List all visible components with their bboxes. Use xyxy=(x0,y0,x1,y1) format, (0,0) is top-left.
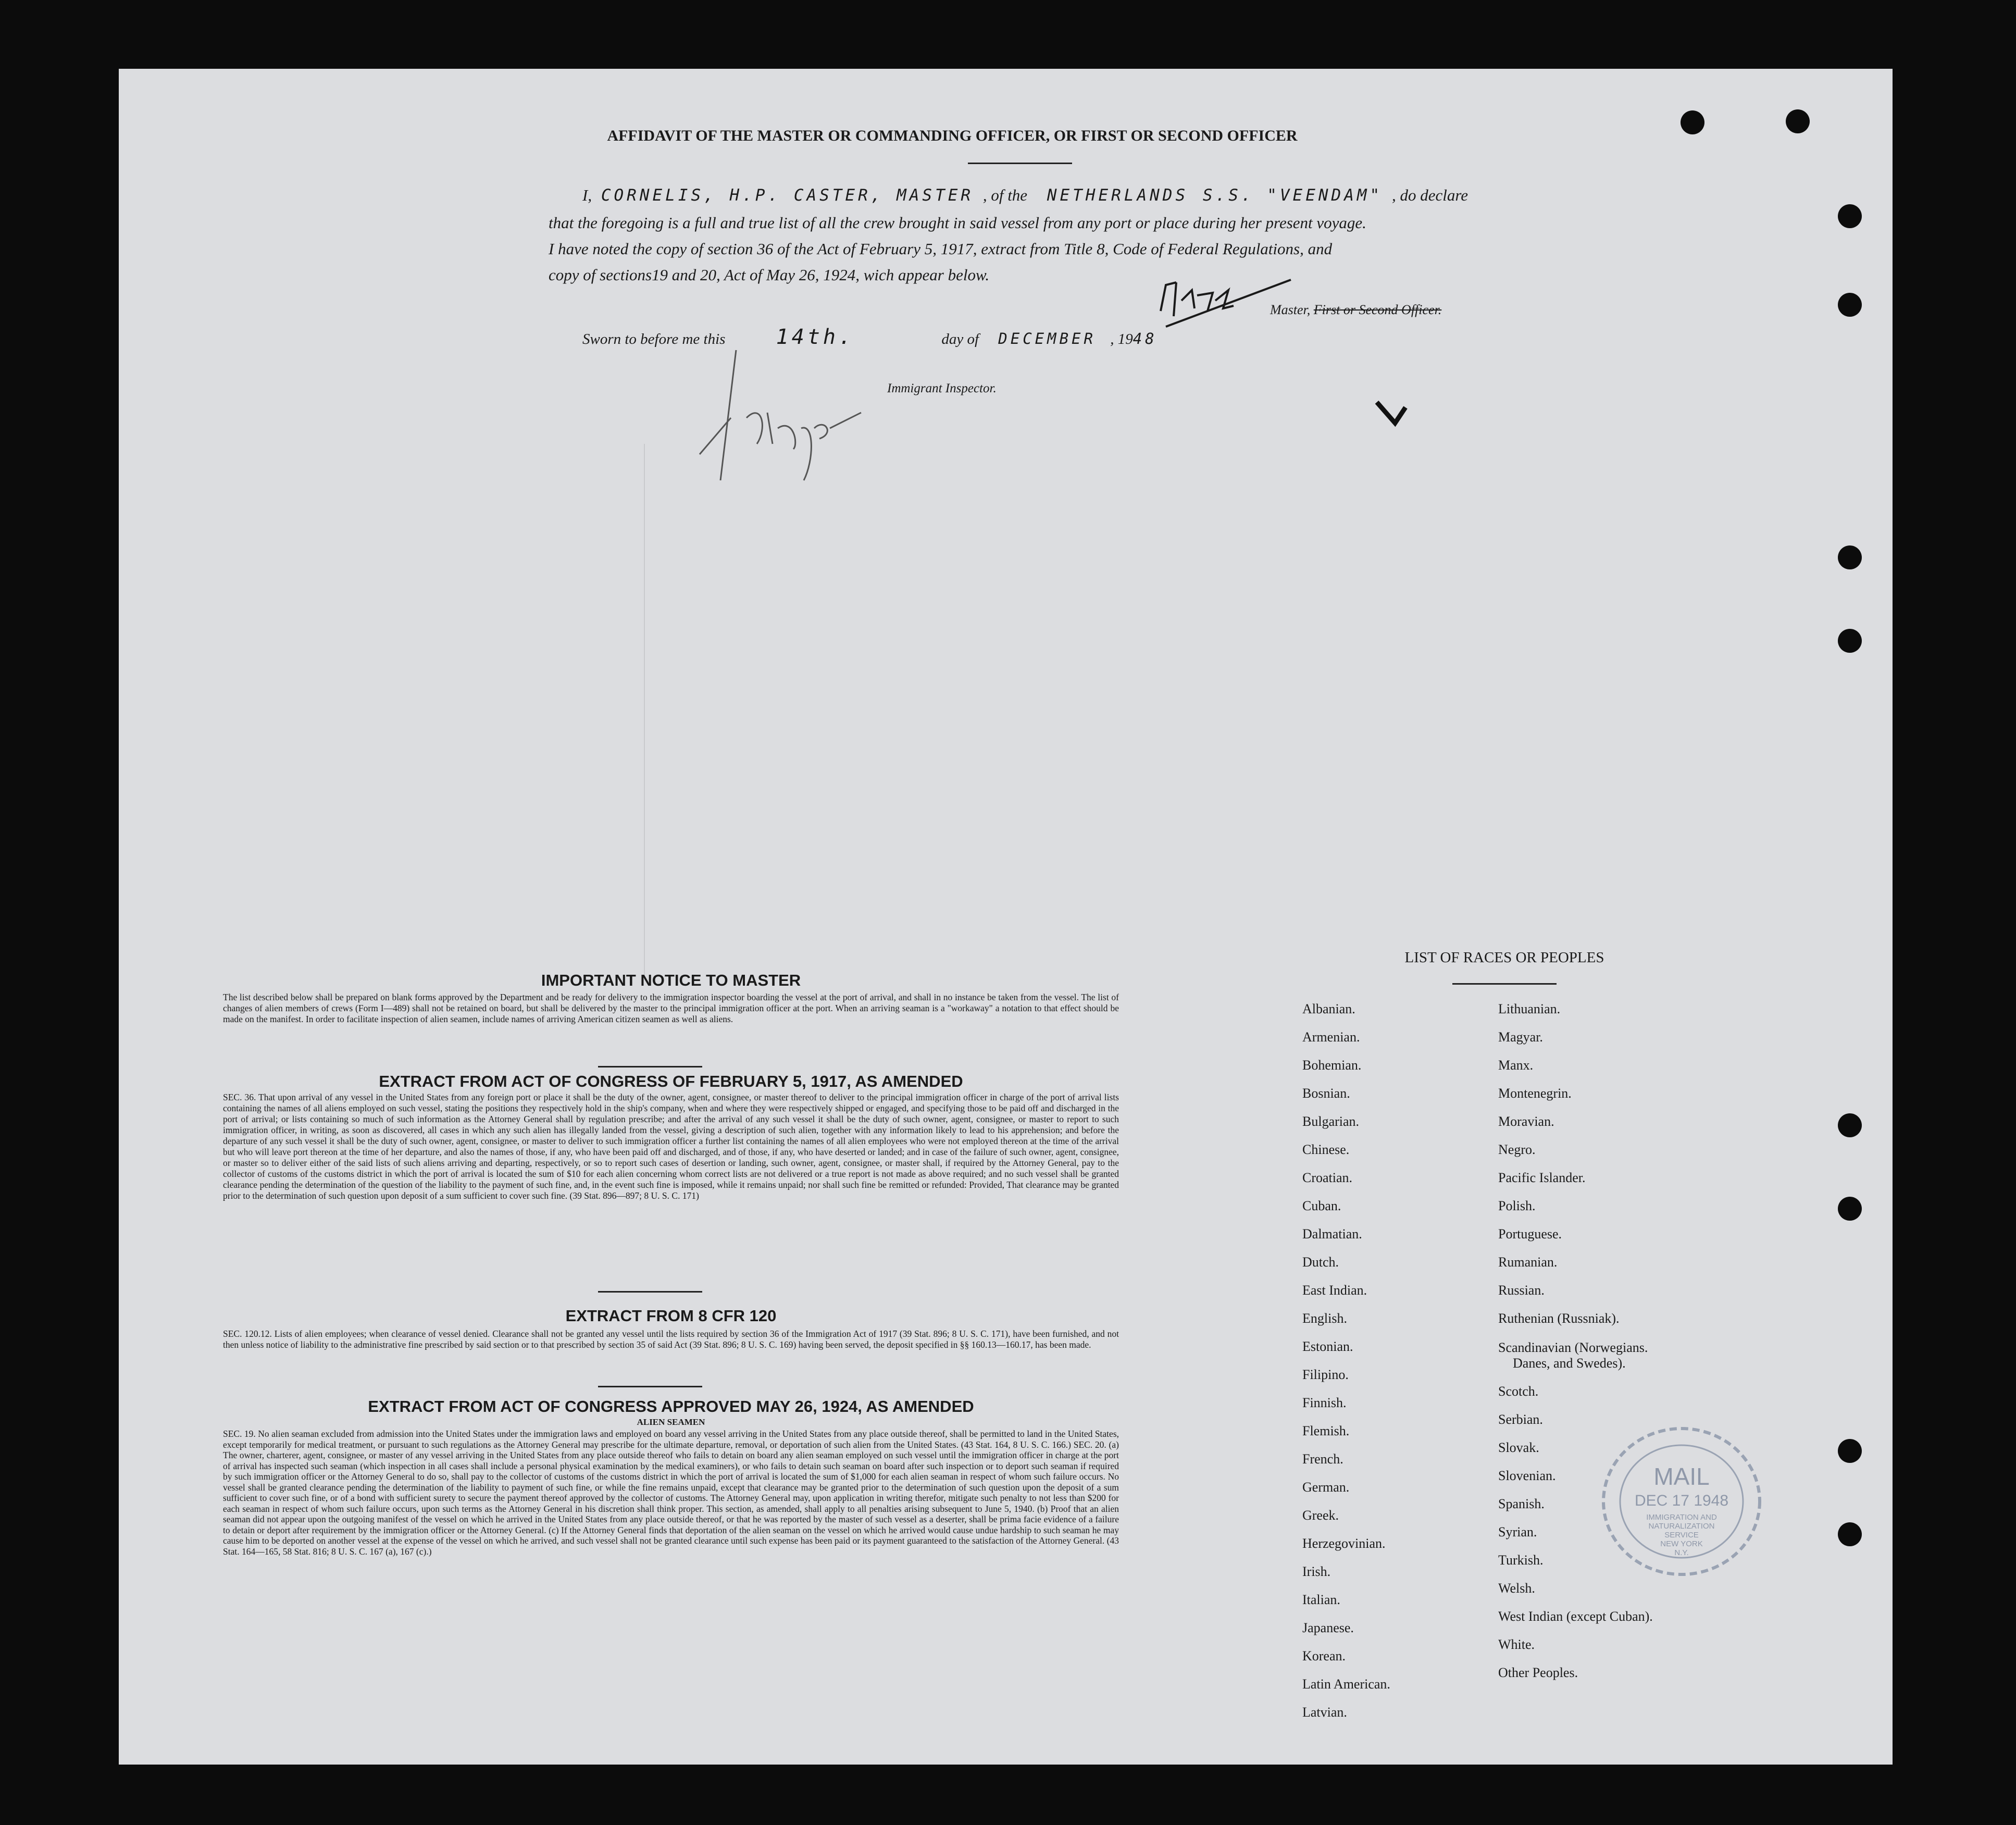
stamp-line-1: IMMIGRATION AND xyxy=(1646,1513,1717,1522)
master-name: CORNELIS, H.P. CASTER, MASTER xyxy=(601,186,974,205)
master-label: Master, xyxy=(1270,302,1311,317)
race-item: Russian. xyxy=(1498,1283,1545,1298)
race-item: Croatian. xyxy=(1302,1170,1353,1185)
race-item: English. xyxy=(1302,1311,1347,1326)
extract-cfr-title: EXTRACT FROM 8 CFR 120 xyxy=(565,1307,777,1325)
struck-officer-label: First or Second Officer. xyxy=(1313,302,1442,317)
fold-line xyxy=(644,444,645,975)
punch-hole xyxy=(1838,545,1862,569)
punch-hole xyxy=(1786,109,1810,133)
race-item: Chinese. xyxy=(1302,1142,1350,1157)
inspector-signature xyxy=(689,324,877,512)
day-of-label: day of xyxy=(941,331,979,347)
race-item: Flemish. xyxy=(1302,1423,1350,1438)
race-item: Portuguese. xyxy=(1498,1226,1562,1242)
race-item: Filipino. xyxy=(1302,1367,1349,1382)
extract-1924-subtitle: ALIEN SEAMEN xyxy=(637,1417,705,1427)
race-item: Manx. xyxy=(1498,1058,1534,1073)
notice-body: The list described below shall be prepared on blank forms approved by the Department and be ready for delivery to the immigration inspector boarding the vessel at the port of arrival, and shall in no instance be taken from the vessel. The list of changes of alien members of crews (Form I—489) shall not be retained on board, but shall be delivered by the master to the principal immigration officer at the port. When an arriving seaman is a "workaway" a notation to that effect should be made on the manifest. In order to facilitate inspection of alien seamen, include names of arriving American citizen seamen as well as aliens. xyxy=(223,992,1119,1024)
race-item: Welsh. xyxy=(1498,1581,1535,1596)
punch-hole xyxy=(1838,1522,1862,1546)
race-item: Latvian. xyxy=(1302,1705,1347,1720)
stamp-line-5: N.Y. xyxy=(1674,1548,1689,1557)
stamp-line-2: NATURALIZATION xyxy=(1648,1522,1715,1531)
punch-hole xyxy=(1838,293,1862,317)
race-item: Latin American. xyxy=(1302,1677,1390,1692)
stamp-line-3: SERVICE xyxy=(1664,1531,1699,1540)
stamp-word: MAIL xyxy=(1653,1463,1710,1490)
race-item: Negro. xyxy=(1498,1142,1536,1157)
mail-stamp xyxy=(1598,1423,1765,1580)
race-item: Montenegrin. xyxy=(1498,1086,1572,1101)
race-item: Albanian. xyxy=(1302,1001,1355,1016)
race-item: Bulgarian. xyxy=(1302,1114,1360,1129)
stamp-line-4: NEW YORK xyxy=(1660,1540,1703,1548)
race-item: Italian. xyxy=(1302,1592,1340,1607)
race-item: Pacific Islander. xyxy=(1498,1170,1586,1185)
divider xyxy=(598,1066,702,1067)
race-item: East Indian. xyxy=(1302,1283,1367,1298)
i-label: I, xyxy=(582,186,592,204)
extract-1924-body: SEC. 19. No alien seaman excluded from admission into the United States under the immigration laws and employed on board any vessel arriving in the United States from any place outside thereof, shall be permitted to land in the United States, except temporarily for medical treatment, or pursuant to such regulations as the Attorney General may prescribe for the ultimate departure, removal, or deportation of such alien from the United States. (43 Stat. 164, 8 U. S. C. 166.) SEC. 20. (a) The owner, charterer, agent, consignee, or master of any vessel arriving in the United States from any place outside thereof who fails to detain on board any alien seaman employed on such vessel until the immigration officer in charge at the port of arrival has inspected such seaman (which inspection in all cases shall include a personal physical examination by the medical examiners), or who fails to detain such seaman on board after such inspection or to deport such seaman if required by such immigration officer or the Attorney General to do so, shall pay to the collector of customs of the customs district in which the port of arrival is located the sum of $1,000 for each alien seaman in respect of whom such failure occurs. No vessel shall be granted clearance pending the determination of the liability to payment of such fine, or while the fine remains unpaid, except that clearance may be granted prior to the determination of such question upon the deposit of a sum sufficient to cover such fine, or of a bond with sufficient surety to secure the payment thereof approved by the collector of customs. The Attorney General may, upon application in writing therefor, mitigate such penalty to not less than $200 for each seaman in respect of whom such failure occurs, upon such terms as the Attorney General in his discretion shall think proper. This section, as amended, shall apply to all penalties arising subsequent to June 5, 1940. (b) Proof that an alien seaman did not appear upon the outgoing manifest of the vessel on which he arrived in the United States from any place outside thereof, or that he was reported by the master of such vessel as a deserter, shall be prima facie evidence of a failure to detain or deport after requirement by the immigration officer or the Attorney General. (c) If the Attorney General finds that deportation of the alien seaman on the vessel on which he arrived would cause undue hardship to such seaman he may cause him to be deported on another vessel at the expense of the vessel on which he arrived, and such vessel shall not be granted clearance until such expense has been paid or its payment guaranteed to the satisfaction of the Attorney General. (43 Stat. 164—165, 58 Stat. 816; 8 U. S. C. 167 (a), 167 (c).) xyxy=(223,1429,1119,1557)
race-item: Dalmatian. xyxy=(1302,1226,1362,1242)
race-item: Spanish. xyxy=(1498,1496,1545,1511)
race-item: German. xyxy=(1302,1480,1350,1495)
master-label-line xyxy=(1270,302,1441,318)
affidavit-line-3: I have noted the copy of section 36 of the Act of February 5, 1917, extract from Title 8, Code of Federal Regulations, and xyxy=(549,240,1333,258)
stamp-date: DEC 17 1948 xyxy=(1634,1492,1729,1509)
divider xyxy=(598,1386,702,1387)
punch-hole xyxy=(1838,629,1862,653)
ship-name: S.S. "VEENDAM" xyxy=(1202,186,1383,205)
affidavit-line-2: that the foregoing is a full and true list of all the crew brought in said vessel from any port or place during her present voyage. xyxy=(549,214,1366,232)
divider xyxy=(968,163,1072,164)
race-item: Herzegovinian. xyxy=(1302,1536,1386,1551)
punch-hole xyxy=(1838,204,1862,228)
inspector-label: Immigrant Inspector. xyxy=(887,381,997,395)
race-item: Slovenian. xyxy=(1498,1468,1556,1483)
race-item: Dutch. xyxy=(1302,1255,1339,1270)
race-item: White. xyxy=(1498,1637,1535,1652)
race-item: Rumanian. xyxy=(1498,1255,1558,1270)
punch-hole xyxy=(1838,1197,1862,1221)
affidavit-line-1 xyxy=(582,186,1640,205)
race-item: Greek. xyxy=(1302,1508,1339,1523)
race-item: Lithuanian. xyxy=(1498,1001,1561,1016)
sworn-label: Sworn to before me this xyxy=(582,331,726,347)
race-item: Finnish. xyxy=(1302,1395,1347,1410)
race-item: French. xyxy=(1302,1451,1343,1467)
race-item: Estonian. xyxy=(1302,1339,1353,1354)
race-item: Korean. xyxy=(1302,1648,1346,1663)
extract-1924-title: EXTRACT FROM ACT OF CONGRESS APPROVED MAY 26, 1924, AS AMENDED xyxy=(368,1397,974,1416)
race-item: Cuban. xyxy=(1302,1198,1341,1213)
extract-1917-body: SEC. 36. That upon arrival of any vessel in the United States from any foreign port or place it shall be the duty of the owner, agent, consignee, or master thereof to deliver to the principal immigration officer in charge of the port of arrival lists containing the names of all aliens employed on such vessel, stating the positions they respectively hold in the ship's company, when and where they were respectively shipped or engaged, and specifying those to be paid off and discharged in the port of arrival; or lists containing so much of such information as the Attorney General shall by regulation prescribe; and after the arrival of any such vessel it shall be the duty of such owner, agent, consignee, or master to report to such immigration officer, in writing, as soon as discovered, all cases in which any such alien has illegally landed from the vessel, giving a description of such alien, together with any information likely to lead to his apprehension; and before the departure of any such vessel it shall be the duty of such owner, agent, consignee, or master to deliver to such immigration officer a further list containing the names of all alien employees who were not employed thereon at the time of the arrival but who will leave port thereon at the time of her departure, and also the names of those, if any, who have been paid off and discharged, and of those, if any, who have deserted or landed; and in case of the failure of such owner, agent, consignee, or master so to deliver either of the said lists of such aliens arriving and departing, respectively, or so to report such cases of desertion or landing, such owner, agent, consignee, or master shall, if required by the Attorney General, pay to the collector of customs of the customs district in which the port of arrival is located the sum of $10 for each alien concerning whom correct lists are not delivered or a true report is not made as above required; and no such vessel shall be granted clearance pending the determination of the question of the liability to the payment of such fine, and, in the event such fine is imposed, while it remains unpaid; nor shall such fine be remitted or refunded: Provided, That clearance may be granted prior to the determination of such question upon deposit of a sum sufficient to cover such fine. (39 Stat. 896—897; 8 U. S. C. 171) xyxy=(223,1092,1119,1201)
race-item: Scotch. xyxy=(1498,1384,1539,1399)
nationality: NETHERLANDS xyxy=(1047,186,1189,205)
race-item: Bosnian. xyxy=(1302,1086,1350,1101)
punch-hole xyxy=(1681,110,1704,134)
extract-cfr-body: SEC. 120.12. Lists of alien employees; when clearance of vessel denied. Clearance shall not be granted any vessel until the lists required by section 36 of the Immigration Act of 1917 (39 Stat. 896; 8 U. S. C. 171), have been furnished, and not then unless notice of liability to the administrative fine prescribed by said section or to that prescribed by section 35 of said Act (39 Stat. 896; 8 U. S. C. 169) having been served, the deposit specified in §§ 160.13—160.17, has been made. xyxy=(223,1329,1119,1350)
do-declare-label: , do declare xyxy=(1391,186,1468,204)
race-item: Japanese. xyxy=(1302,1620,1354,1635)
divider xyxy=(1452,983,1557,985)
of-the-label: , of the xyxy=(982,186,1028,204)
document-page xyxy=(119,69,1893,1765)
check-mark xyxy=(1374,397,1416,428)
race-item: Danes, and Swedes). xyxy=(1513,1356,1626,1371)
race-item: West Indian (except Cuban). xyxy=(1498,1609,1653,1624)
race-item: Turkish. xyxy=(1498,1553,1544,1568)
races-title: LIST OF RACES OR PEOPLES xyxy=(1404,949,1604,966)
divider xyxy=(598,1291,702,1293)
race-item: Moravian. xyxy=(1498,1114,1554,1129)
race-item: Polish. xyxy=(1498,1198,1536,1213)
notice-title: IMPORTANT NOTICE TO MASTER xyxy=(541,971,801,989)
affidavit-title: AFFIDAVIT OF THE MASTER OR COMMANDING OFFICER, OR FIRST OR SECOND OFFICER xyxy=(607,127,1298,144)
race-item: Magyar. xyxy=(1498,1029,1543,1045)
race-item: Serbian. xyxy=(1498,1412,1543,1427)
extract-1917-title: EXTRACT FROM ACT OF CONGRESS OF FEBRUARY 5, 1917, AS AMENDED xyxy=(379,1072,963,1090)
day-value: 14th. xyxy=(776,325,855,349)
race-item: Bohemian. xyxy=(1302,1058,1362,1073)
affidavit-line-4: copy of sections19 and 20, Act of May 26, 1924, wich appear below. xyxy=(549,266,990,284)
race-item: Irish. xyxy=(1302,1564,1331,1579)
month-value: DECEMBER xyxy=(998,330,1096,347)
punch-hole xyxy=(1838,1439,1862,1463)
race-item: Syrian. xyxy=(1498,1524,1537,1540)
race-item: Ruthenian (Russniak). xyxy=(1498,1311,1620,1326)
race-item: Scandinavian (Norwegians. xyxy=(1498,1340,1648,1355)
punch-hole xyxy=(1838,1113,1862,1137)
year-value: 48 xyxy=(1133,330,1158,347)
race-item: Armenian. xyxy=(1302,1029,1360,1045)
race-item: Other Peoples. xyxy=(1498,1665,1578,1680)
year-prefix: , 19 xyxy=(1110,331,1133,347)
race-item: Slovak. xyxy=(1498,1440,1539,1455)
